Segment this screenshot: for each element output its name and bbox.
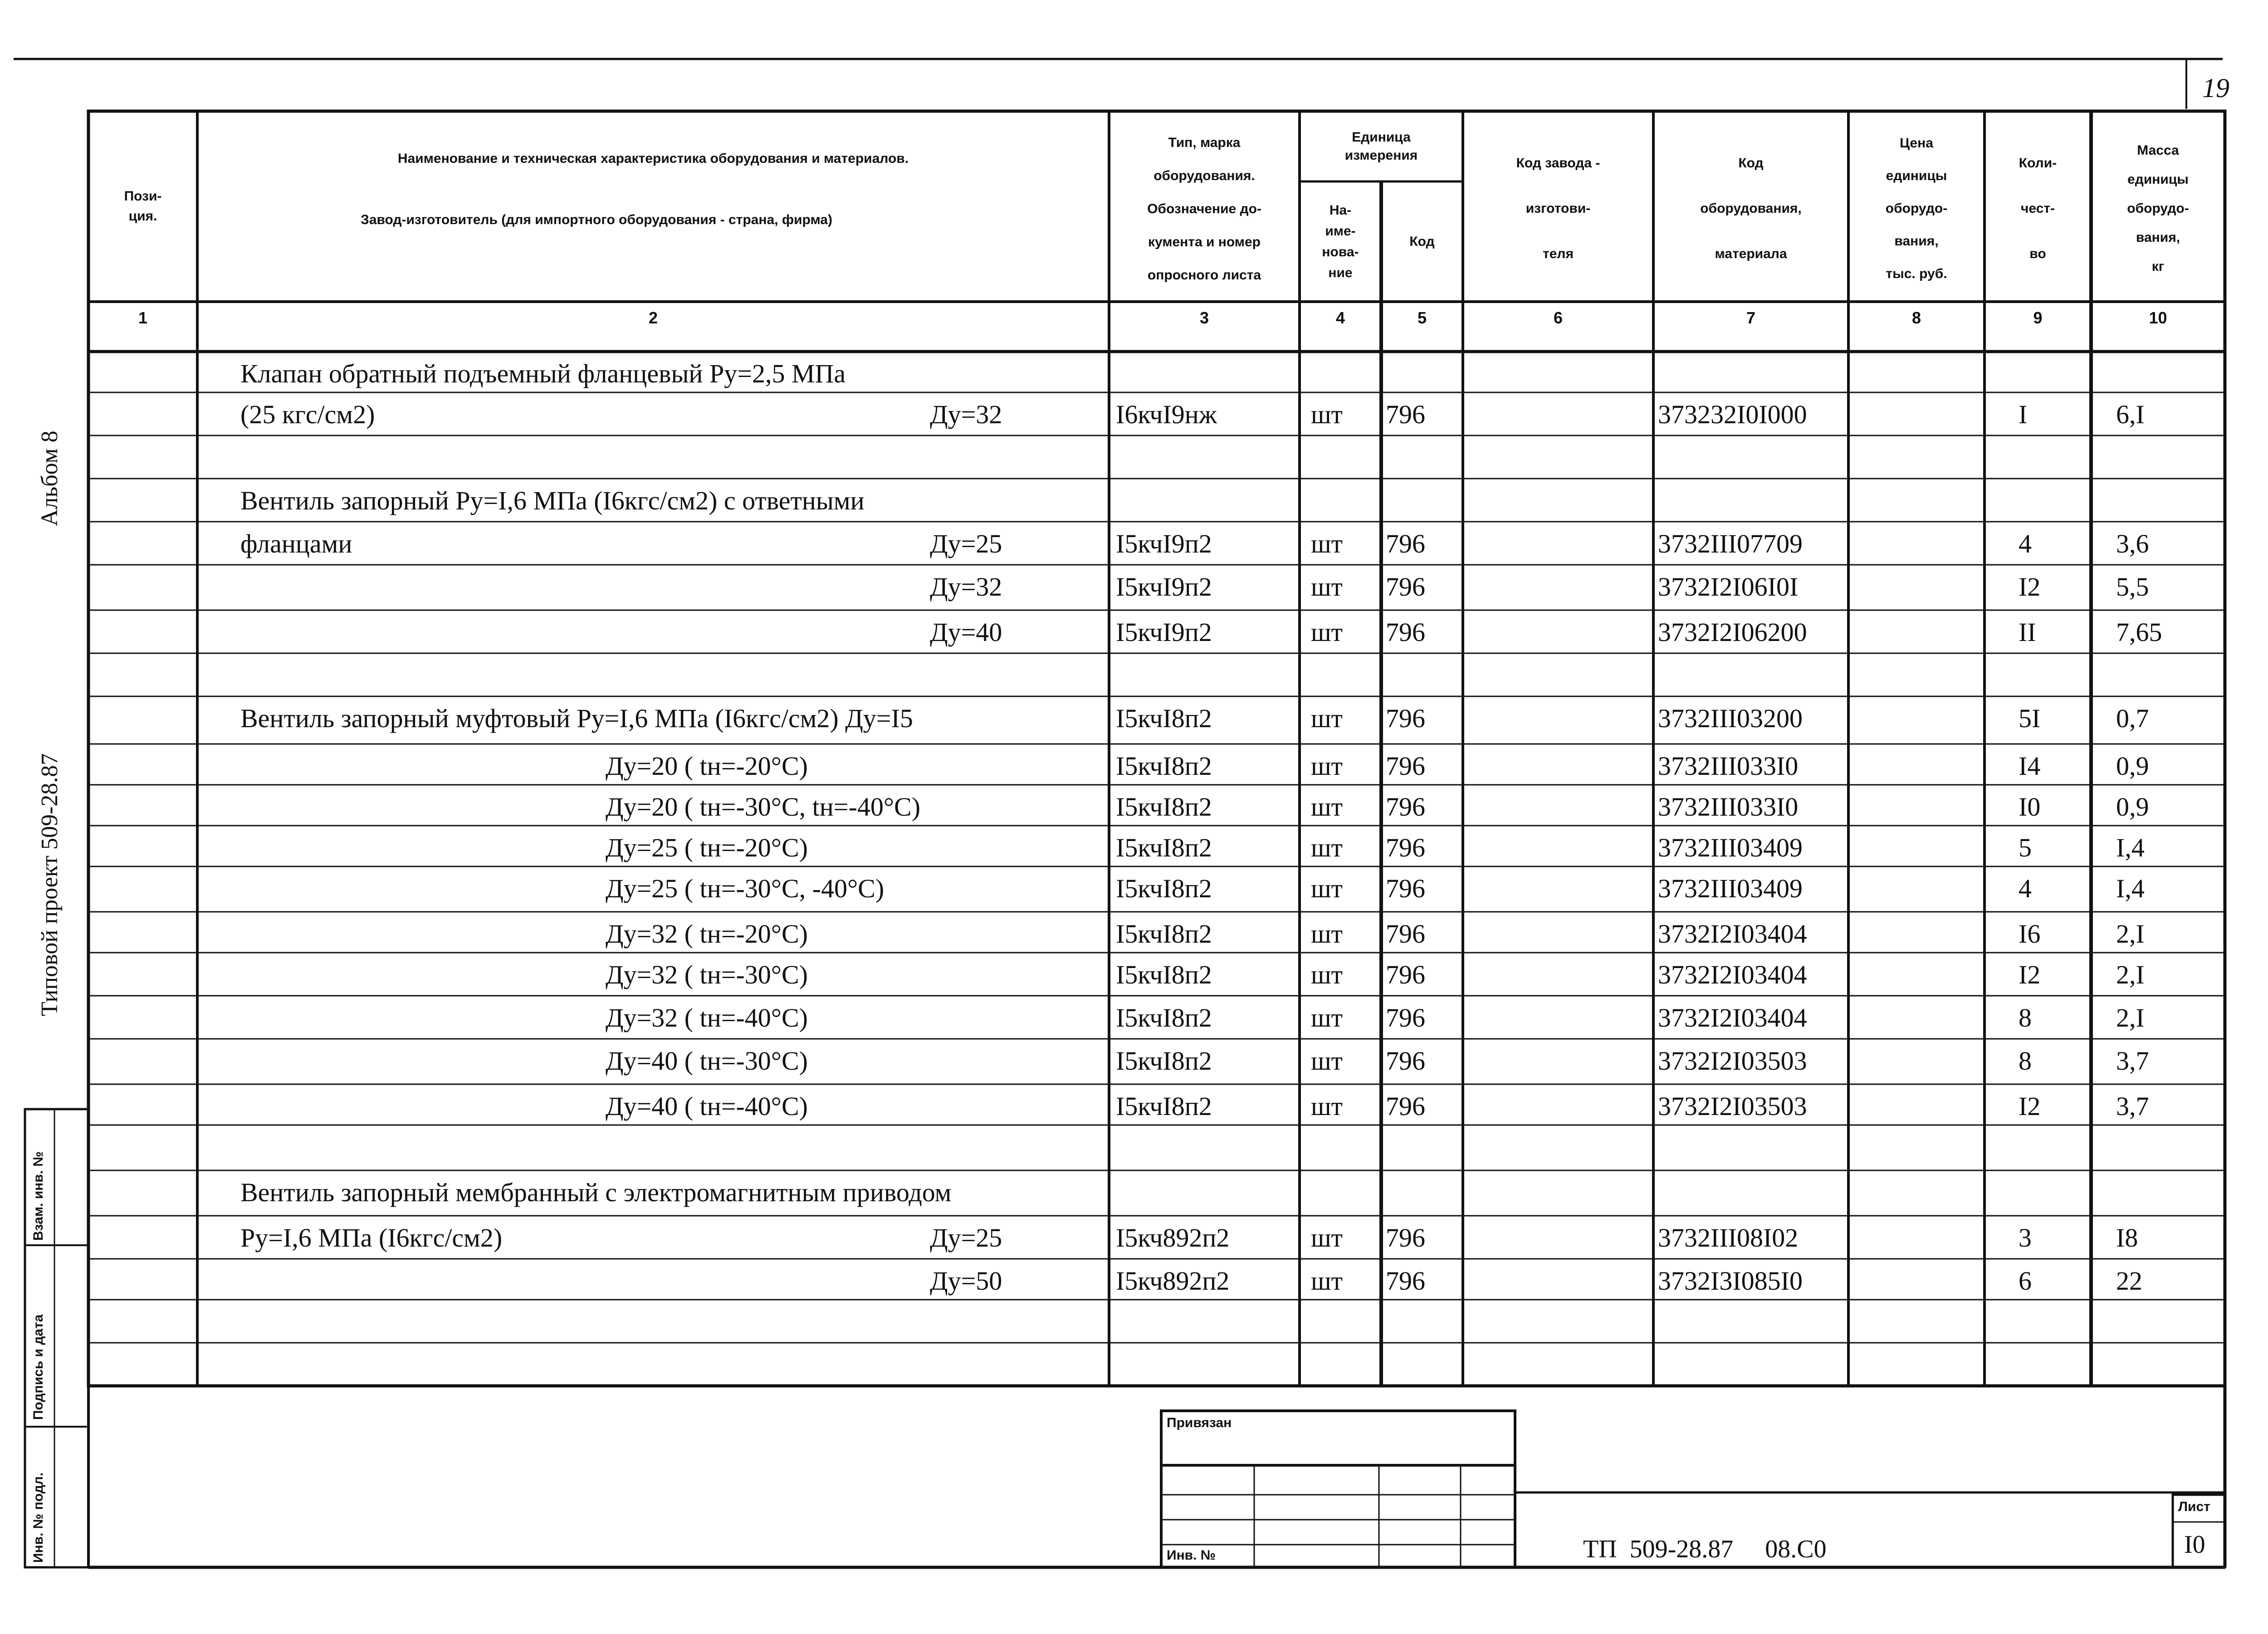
- item-mass: 7,65: [2116, 617, 2162, 647]
- header-price: Цена единицы оборудо- вания, тыс. руб.: [1885, 136, 1948, 281]
- item-unit-code: 796: [1386, 874, 1425, 903]
- item-unit: шт: [1311, 617, 1343, 647]
- item-mass: 22: [2116, 1266, 2142, 1296]
- album-label: Альбом 8: [37, 431, 63, 526]
- item-type: I5кч892п2: [1116, 1266, 1230, 1296]
- item-unit-code: 796: [1386, 572, 1425, 602]
- item-quantity: II: [2019, 617, 2036, 647]
- item-unit: шт: [1311, 960, 1343, 989]
- item-unit-code: 796: [1386, 833, 1425, 862]
- item-unit-code: 796: [1386, 704, 1425, 733]
- item-quantity: 8: [2019, 1003, 2032, 1032]
- item-mass: 6,I: [2116, 400, 2145, 429]
- item-mass: 2,I: [2116, 1003, 2145, 1032]
- item-unit-code: 796: [1386, 751, 1425, 781]
- item-quantity: 3: [2019, 1223, 2032, 1252]
- item-mass: I8: [2116, 1223, 2138, 1252]
- item-quantity: I: [2019, 400, 2028, 429]
- column-number: 6: [1553, 308, 1563, 327]
- header-equipment-code: Код оборудования, материала: [1700, 156, 1802, 261]
- item-type: I5кчI9п2: [1116, 617, 1212, 647]
- item-equipment-code: 3732III033I0: [1658, 751, 1799, 781]
- header-position: Пози- ция.: [124, 189, 162, 224]
- item-quantity: 6: [2019, 1266, 2032, 1296]
- item-unit: шт: [1311, 919, 1343, 949]
- item-quantity: 4: [2019, 529, 2032, 558]
- item-type: I5кчI8п2: [1116, 704, 1212, 733]
- item-unit: шт: [1311, 400, 1343, 429]
- column-number: 8: [1911, 308, 1921, 327]
- item-equipment-code: 3732I2I03503: [1658, 1046, 1807, 1076]
- item-nominal-diameter: Ду=32 ( tн=-30°С): [606, 960, 808, 989]
- item-mass: I,4: [2116, 833, 2145, 862]
- item-unit: шт: [1311, 1046, 1343, 1076]
- item-equipment-code: 3732I2I03503: [1658, 1091, 1807, 1121]
- item-unit-code: 796: [1386, 400, 1425, 429]
- header-unit-name: На- име- нова- ние: [1322, 202, 1359, 280]
- item-equipment-code: 3732I2I03404: [1658, 1003, 1807, 1032]
- project-label: Типовой проект 509-28.87: [37, 753, 63, 1016]
- item-quantity: 8: [2019, 1046, 2032, 1076]
- column-number: 1: [138, 308, 148, 327]
- item-equipment-code: 3732I2I06I0I: [1658, 572, 1799, 602]
- item-equipment-code: 3732I2I03404: [1658, 960, 1807, 989]
- item-equipment-code: 373232I0I000: [1658, 400, 1807, 429]
- item-name: Вентиль запорный мембранный с электромагнитным приводом: [240, 1178, 952, 1207]
- item-unit-code: 796: [1386, 1223, 1425, 1252]
- item-unit: шт: [1311, 1091, 1343, 1121]
- item-quantity: I0: [2019, 792, 2041, 822]
- item-unit: шт: [1311, 1223, 1343, 1252]
- item-nominal-diameter: Ду=25 ( tн=-20°С): [606, 833, 808, 862]
- item-nominal-diameter: Ду=20 ( tн=-30°С, tн=-40°С): [606, 792, 921, 822]
- item-unit-code: 796: [1386, 960, 1425, 989]
- item-nominal-diameter: Ду=32: [930, 572, 1002, 602]
- column-number: 3: [1199, 308, 1209, 327]
- item-equipment-code: 3732I2I03404: [1658, 919, 1807, 949]
- item-equipment-code: 3732III03409: [1658, 833, 1803, 862]
- item-unit: шт: [1311, 792, 1343, 822]
- item-type: I5кчI8п2: [1116, 751, 1212, 781]
- item-unit: шт: [1311, 833, 1343, 862]
- item-unit: шт: [1311, 529, 1343, 558]
- item-type: I5кч892п2: [1116, 1223, 1230, 1252]
- item-equipment-code: 3732I2I06200: [1658, 617, 1807, 647]
- item-nominal-diameter: Ду=40 ( tн=-30°С): [606, 1046, 808, 1076]
- privyazan-label: Привязан: [1167, 1415, 1232, 1430]
- item-mass: 5,5: [2116, 572, 2149, 602]
- item-nominal-diameter: Ду=20 ( tн=-20°С): [606, 751, 808, 781]
- item-equipment-code: 3732III03409: [1658, 874, 1803, 903]
- item-equipment-code: 3732III033I0: [1658, 792, 1799, 822]
- item-mass: 3,6: [2116, 529, 2149, 558]
- item-unit: шт: [1311, 572, 1343, 602]
- item-quantity: I4: [2019, 751, 2041, 781]
- item-unit: шт: [1311, 751, 1343, 781]
- item-nominal-diameter: Ду=50: [930, 1266, 1002, 1296]
- stamp-replace-inv: Взам. инв. №: [31, 1151, 46, 1241]
- item-type: I6кчI9нж: [1116, 400, 1217, 429]
- header-mass: Масса единицы оборудо- вания, кг: [2127, 143, 2189, 274]
- header-type: Тип, марка оборудования. Обозначение до- кумента и номер опросного листа: [1147, 135, 1261, 283]
- item-name: Вентиль запорный Ру=I,6 МПа (I6кгс/см2) с ответными: [240, 486, 865, 515]
- item-type: I5кчI8п2: [1116, 960, 1212, 989]
- item-equipment-code: 3732I3I085I0: [1658, 1266, 1803, 1296]
- column-number: 4: [1335, 308, 1345, 327]
- item-type: I5кчI9п2: [1116, 572, 1212, 602]
- item-mass: 2,I: [2116, 919, 2145, 949]
- header-factory-code: Код завода - изготови- теля: [1516, 156, 1600, 261]
- item-type: I5кчI9п2: [1116, 529, 1212, 558]
- item-quantity: 5I: [2019, 704, 2041, 733]
- item-nominal-diameter: Ду=40: [930, 617, 1002, 647]
- item-nominal-diameter: Ду=25: [930, 529, 1002, 558]
- sheet-number: I0: [2184, 1531, 2205, 1559]
- item-unit-code: 796: [1386, 529, 1425, 558]
- item-nominal-diameter: Ду=32 ( tн=-20°С): [606, 919, 808, 949]
- item-quantity: 5: [2019, 833, 2032, 862]
- item-mass: 0,9: [2116, 751, 2149, 781]
- column-number: 2: [648, 308, 658, 327]
- document-code: ТП 509-28.87 08.С0: [1583, 1535, 1827, 1563]
- item-quantity: 4: [2019, 874, 2032, 903]
- stamp-signature-date: Подпись и дата: [31, 1314, 46, 1420]
- item-type: I5кчI8п2: [1116, 1003, 1212, 1032]
- header-name: Наименование и техническая характеристика оборудования и материалов.: [397, 151, 909, 166]
- item-unit: шт: [1311, 704, 1343, 733]
- column-number: 7: [1746, 308, 1756, 327]
- stamp-original-inv: Инв. № подл.: [31, 1472, 46, 1563]
- item-unit-code: 796: [1386, 1003, 1425, 1032]
- item-equipment-code: 3732III07709: [1658, 529, 1803, 558]
- item-mass: 3,7: [2116, 1046, 2149, 1076]
- header-quantity: Коли- чест- во: [2019, 156, 2057, 261]
- item-nominal-diameter: Ду=32 ( tн=-40°С): [606, 1003, 808, 1032]
- header-manufacturer: Завод-изготовитель (для импортного оборудования - страна, фирма): [361, 212, 832, 227]
- item-type: I5кчI8п2: [1116, 874, 1212, 903]
- column-number: 5: [1417, 308, 1427, 327]
- item-equipment-code: 3732III08I02: [1658, 1223, 1799, 1252]
- item-nominal-diameter: Ду=32: [930, 400, 1002, 429]
- column-number: 10: [2149, 308, 2167, 327]
- item-unit-code: 796: [1386, 1046, 1425, 1076]
- item-name: Ру=I,6 МПа (I6кгс/см2): [240, 1223, 503, 1252]
- item-type: I5кчI8п2: [1116, 1091, 1212, 1121]
- item-mass: 0,9: [2116, 792, 2149, 822]
- item-unit: шт: [1311, 874, 1343, 903]
- item-mass: 3,7: [2116, 1091, 2149, 1121]
- item-type: I5кчI8п2: [1116, 919, 1212, 949]
- item-type: I5кчI8п2: [1116, 792, 1212, 822]
- item-quantity: I2: [2019, 1091, 2041, 1121]
- item-quantity: I2: [2019, 572, 2041, 602]
- header-unit-group: Единица измерения: [1344, 129, 1418, 163]
- item-unit-code: 796: [1386, 1266, 1425, 1296]
- column-number: 9: [2033, 308, 2043, 327]
- item-type: I5кчI8п2: [1116, 833, 1212, 862]
- item-type: I5кчI8п2: [1116, 1046, 1212, 1076]
- item-nominal-diameter: Ду=25 ( tн=-30°С, -40°С): [606, 874, 885, 903]
- header-unit-code: Код: [1409, 234, 1435, 249]
- item-nominal-diameter: Ду=25: [930, 1223, 1002, 1252]
- item-mass: I,4: [2116, 874, 2145, 903]
- page-number: 19: [2202, 73, 2229, 103]
- sheet-label: Лист: [2178, 1499, 2210, 1514]
- item-nominal-diameter: Ду=40 ( tн=-40°С): [606, 1091, 808, 1121]
- item-quantity: I2: [2019, 960, 2041, 989]
- item-unit: шт: [1311, 1003, 1343, 1032]
- item-unit-code: 796: [1386, 919, 1425, 949]
- item-name: фланцами: [240, 529, 352, 558]
- item-unit: шт: [1311, 1266, 1343, 1296]
- item-mass: 0,7: [2116, 704, 2149, 733]
- item-name: Клапан обратный подъемный фланцевый Ру=2,5 МПа: [240, 359, 846, 388]
- item-name: Вентиль запорный муфтовый Ру=I,6 МПа (I6кгс/см2) Ду=I5: [240, 704, 913, 733]
- item-mass: 2,I: [2116, 960, 2145, 989]
- item-unit-code: 796: [1386, 617, 1425, 647]
- item-name: (25 кгс/см2): [240, 400, 375, 429]
- item-unit-code: 796: [1386, 1091, 1425, 1121]
- inv-number-label: Инв. №: [1167, 1548, 1216, 1563]
- item-equipment-code: 3732III03200: [1658, 704, 1803, 733]
- item-quantity: I6: [2019, 919, 2041, 949]
- item-unit-code: 796: [1386, 792, 1425, 822]
